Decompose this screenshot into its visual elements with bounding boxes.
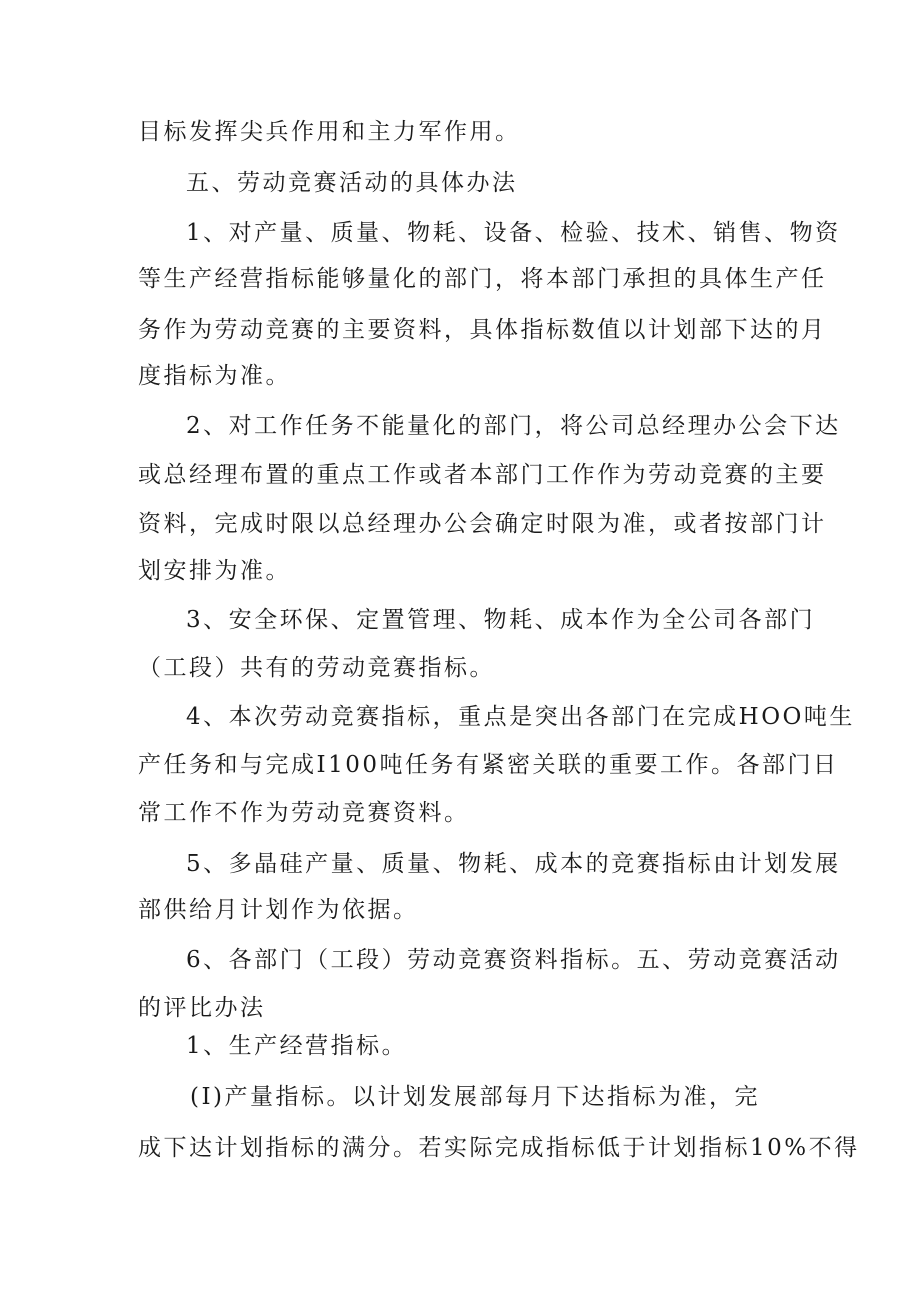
text-line: 产任务和与完成I100吨任务有紧密关联的重要工作。各部门日	[138, 752, 839, 778]
text-line: （工段）共有的劳动竞赛指标。	[138, 655, 495, 681]
section-heading: 五、劳动竞赛活动的具体办法	[186, 170, 518, 196]
text-line: 度指标为准。	[138, 363, 291, 389]
section-heading: 的评比办法	[138, 995, 266, 1021]
text-line: 常工作不作为劳动竞赛资料。	[138, 800, 470, 826]
text-line: 1、生产经营指标。	[186, 1033, 408, 1059]
text-line: 或总经理布置的重点工作或者本部门工作作为劳动竞赛的主要	[138, 462, 827, 488]
text-line: 1、对产量、质量、物耗、设备、检验、技术、销售、物资	[186, 220, 841, 246]
text-line: 等生产经营指标能够量化的部门，将本部门承担的具体生产任	[138, 266, 827, 292]
text-line: 4、本次劳动竞赛指标，重点是突出各部门在完成HOO吨生	[186, 704, 855, 730]
text-line: 目标发挥尖兵作用和主力军作用。	[138, 119, 521, 145]
text-line: 部供给月计划作为依据。	[138, 897, 419, 923]
text-line: (I)产量指标。以计划发展部每月下达指标为准，完	[190, 1084, 761, 1110]
text-line: 务作为劳动竞赛的主要资料，具体指标数值以计划部下达的月	[138, 317, 827, 343]
text-line: 资料，完成时限以总经理办公会确定时限为准，或者按部门计	[138, 511, 827, 537]
text-line: 3、安全环保、定置管理、物耗、成本作为全公司各部门	[186, 607, 816, 633]
text-line: 成下达计划指标的满分。若实际完成指标低于计划指标10%不得	[138, 1135, 860, 1161]
text-line: 6、各部门（工段）劳动竞赛资料指标。五、劳动竞赛活动	[186, 947, 841, 973]
text-line: 划安排为准。	[138, 558, 291, 584]
text-line: 5、多晶硅产量、质量、物耗、成本的竞赛指标由计划发展	[186, 851, 841, 877]
text-line: 2、对工作任务不能量化的部门，将公司总经理办公会下达	[186, 413, 841, 439]
